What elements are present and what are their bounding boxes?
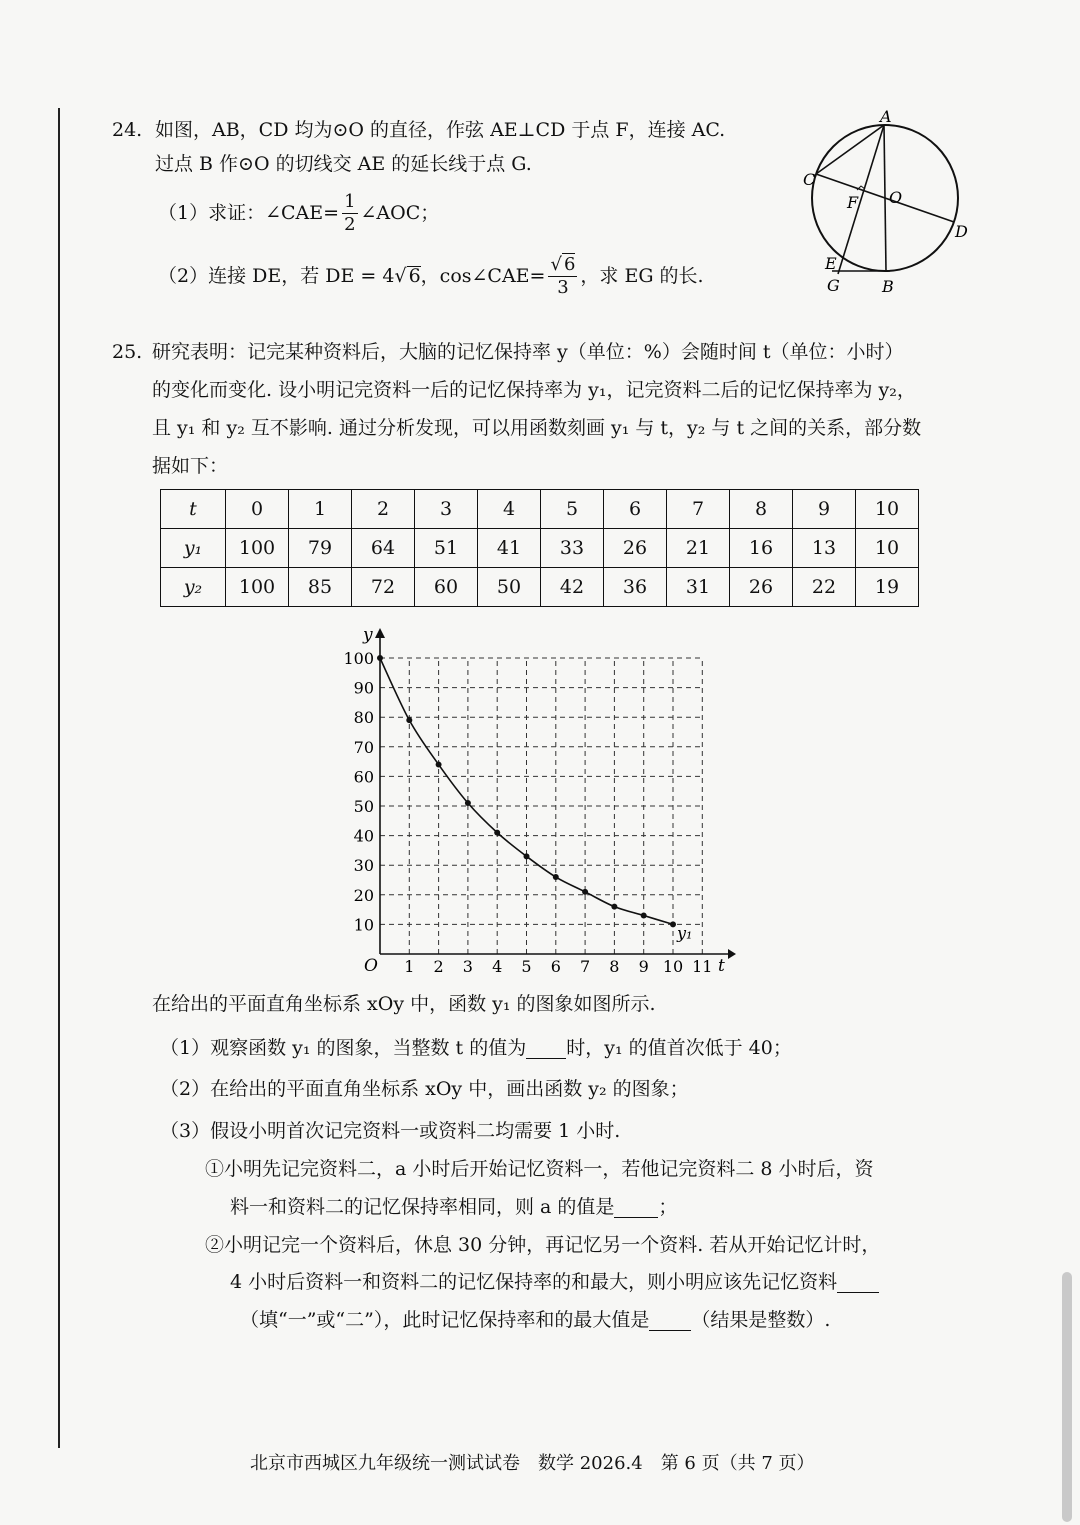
- q25-sub1-line2-text: 料一和资料二的记忆保持率相同，则 a 的值是: [230, 1196, 615, 1218]
- q24-part1-fraction: [342, 190, 357, 235]
- margin-line: [58, 108, 60, 1448]
- table-cell: 72: [352, 568, 415, 607]
- table-cell: 13: [793, 529, 856, 568]
- y-tick-label: 10: [353, 915, 374, 935]
- y-tick-label: 20: [353, 885, 374, 905]
- chord-ae-extended: [838, 125, 884, 274]
- table-cell: 1: [289, 490, 352, 529]
- table-cell: 2: [352, 490, 415, 529]
- q24-part2: [158, 250, 704, 302]
- data-point: [611, 904, 617, 910]
- data-point: [406, 717, 412, 723]
- answer-blank[interactable]: [837, 1273, 879, 1293]
- data-table: [160, 489, 919, 607]
- table-cell: 85: [289, 568, 352, 607]
- table-cell: 6: [604, 490, 667, 529]
- x-tick-label: 4: [492, 957, 503, 976]
- table-cell: 26: [730, 568, 793, 607]
- y-tick-label: 30: [353, 856, 374, 876]
- y-tick-label: 50: [353, 797, 374, 816]
- q24-part2-frac-num-sqrt: 6: [563, 253, 576, 275]
- table-cell: 42: [541, 568, 604, 607]
- q24-number: 24.: [112, 119, 143, 141]
- q24-part2-prefix: （2）连接 DE，若 DE = 4: [158, 264, 395, 287]
- q25-part2: （2）在给出的平面直角坐标系 xOy 中，画出函数 y₂ 的图象；: [160, 1078, 689, 1100]
- table-cell: 7: [667, 490, 730, 529]
- y-tick-label: 90: [353, 678, 374, 698]
- q24-part1-prefix: （1）求证：∠CAE=: [158, 201, 340, 224]
- q25-part1: [160, 1039, 792, 1059]
- q25-caption: 在给出的平面直角坐标系 xOy 中，函数 y₁ 的图象如图所示.: [152, 993, 656, 1015]
- coordinate-plot: [340, 620, 740, 980]
- q25-sub1-line2: [230, 1198, 677, 1218]
- data-point: [641, 913, 647, 919]
- plot-axes: [375, 628, 736, 959]
- table-cell: 5: [541, 490, 604, 529]
- table-cell: 21: [667, 529, 730, 568]
- origin-label: O: [364, 956, 378, 976]
- q24-part1-frac-den: 2: [344, 213, 356, 235]
- table-row-label: y₂: [161, 568, 226, 607]
- table-cell: 60: [415, 568, 478, 607]
- y-tick-label: 40: [353, 826, 374, 846]
- data-point: [494, 830, 500, 836]
- y-tick-label: 100: [343, 649, 374, 668]
- y-tick-label: 70: [353, 737, 374, 757]
- table-row-t: [161, 490, 919, 529]
- label-e: E: [825, 254, 837, 273]
- table-cell: 64: [352, 529, 415, 568]
- data-point: [465, 800, 471, 806]
- y-axis-label: y: [363, 625, 373, 645]
- q25-sub2-line3-a: （填“一”或“二”），此时记忆保持率和的最大值是: [240, 1309, 650, 1331]
- table-cell: 16: [730, 529, 793, 568]
- q24-line2: 过点 B 作⊙O 的切线交 AE 的延长线于点 G.: [155, 153, 532, 175]
- data-point: [377, 655, 383, 661]
- chord-ac: [816, 125, 884, 174]
- table-cell: 51: [415, 529, 478, 568]
- table-cell: 100: [226, 568, 289, 607]
- table-cell: 10: [856, 490, 919, 529]
- x-tick-label: 9: [638, 957, 649, 976]
- table-cell: 19: [856, 568, 919, 607]
- q24-line1: 如图，AB，CD 均为⊙O 的直径，作弦 AE⊥CD 于点 F，连接 AC.: [155, 119, 726, 141]
- table-cell: 22: [793, 568, 856, 607]
- table-cell: 4: [478, 490, 541, 529]
- x-axis-label: t: [718, 956, 725, 976]
- table-cell: 8: [730, 490, 793, 529]
- q25-sub1-line1: ①小明先记完资料二，a 小时后开始记忆资料一，若他记完资料二 8 小时后，资: [205, 1158, 874, 1180]
- q24-part2-frac-den: 3: [557, 276, 569, 298]
- data-point: [582, 889, 588, 895]
- table-cell: 100: [226, 529, 289, 568]
- label-a: A: [880, 110, 892, 126]
- answer-blank[interactable]: [526, 1039, 566, 1059]
- data-point: [436, 762, 442, 768]
- x-tick-label: 10: [662, 957, 684, 976]
- q24-part2-mid: ，cos∠CAE=: [420, 264, 546, 287]
- table-cell: 36: [604, 568, 667, 607]
- label-d: D: [955, 222, 968, 241]
- y-tick-label: 80: [353, 708, 374, 728]
- table-cell: 26: [604, 529, 667, 568]
- q25-line4: 据如下：: [152, 455, 229, 477]
- q24-part2-frac-num: √ 6: [550, 253, 576, 275]
- q25-sub2-line3: [240, 1311, 830, 1331]
- q24-part2-fraction: [548, 253, 577, 298]
- q25-part1-a: （1）观察函数 y₁ 的图象，当整数 t 的值为: [160, 1037, 527, 1059]
- q24-part1-frac-num: 1: [344, 190, 356, 212]
- q25-sub2-line2-text: 4 小时后资料一和资料二的记忆保持率的和最大，则小明应该先记忆资料: [230, 1271, 838, 1293]
- q25-sub2-line3-b: （结果是整数）.: [691, 1309, 831, 1331]
- x-tick-label: 3: [462, 957, 473, 976]
- table-cell: 50: [478, 568, 541, 607]
- table-cell: 9: [793, 490, 856, 529]
- table-cell: 3: [415, 490, 478, 529]
- table-row-y2: [161, 568, 919, 607]
- q25-number: 25.: [112, 341, 143, 363]
- q25-line3: 且 y₁ 和 y₂ 互不影响. 通过分析发现，可以用函数刻画 y₁ 与 t，y₂ 与 t 之间的关系，部分数: [152, 417, 922, 439]
- q25-part1-b: 时，y₁ 的值首次低于 40；: [566, 1037, 792, 1059]
- table-cell: 79: [289, 529, 352, 568]
- x-tick-label: 7: [580, 957, 591, 976]
- x-tick-label: 1: [404, 957, 415, 976]
- table-header-cell: t: [161, 490, 226, 529]
- label-b: B: [882, 277, 894, 296]
- q25-sub2-line1: ②小明记完一个资料后，休息 30 分钟，再记忆另一个资料. 若从开始记忆计时，: [205, 1234, 881, 1256]
- scrollbar[interactable]: [1062, 1272, 1072, 1522]
- sqrt-symbol: √: [394, 264, 407, 287]
- q24-part2-suffix: ，求 EG 的长.: [580, 264, 704, 287]
- table-row-label: y₁: [161, 529, 226, 568]
- x-tick-label: 6: [550, 957, 561, 976]
- x-axis-arrow: [728, 949, 736, 959]
- label-c: C: [803, 170, 816, 189]
- series-label-y1: y₁: [677, 923, 693, 943]
- y-tick-label: 60: [353, 767, 374, 787]
- x-tick-label: 8: [609, 957, 620, 976]
- x-tick-label: 5: [521, 957, 532, 976]
- answer-blank[interactable]: [649, 1311, 691, 1331]
- page-footer: 北京市西城区九年级统一测试试卷 数学 2026.4 第 6 页（共 7 页）: [250, 1453, 815, 1474]
- q25-part3: （3）假设小明首次记完资料一或资料二均需要 1 小时.: [160, 1120, 621, 1142]
- table-cell: 31: [667, 568, 730, 607]
- table-cell: 0: [226, 490, 289, 529]
- q25-line1: 研究表明：记完某种资料后，大脑的记忆保持率 y（单位：%）会随时间 t（单位：小时）: [152, 341, 904, 363]
- label-g: G: [827, 276, 840, 295]
- table-cell: 33: [541, 529, 604, 568]
- data-point: [670, 921, 676, 927]
- x-tick-label: 11: [692, 957, 713, 976]
- table-row-y1: [161, 529, 919, 568]
- answer-blank[interactable]: [614, 1198, 658, 1218]
- plot-grid: [380, 658, 702, 954]
- q24-part1: [158, 188, 439, 238]
- circle-figure: [790, 110, 980, 300]
- label-f: F: [847, 193, 859, 212]
- data-point: [553, 874, 559, 880]
- y-axis-arrow: [375, 628, 385, 638]
- label-o: O: [889, 188, 903, 207]
- q25-sub1-line2-end: ；: [658, 1196, 678, 1218]
- q24-part1-suffix: ∠AOC；: [360, 201, 440, 224]
- x-tick-label: 2: [433, 957, 444, 976]
- q25-sub2-line2: [230, 1273, 879, 1293]
- q25-line2: 的变化而变化. 设小明记完资料一后的记忆保持率为 y₁，记完资料二后的记忆保持率为 y₂，: [152, 379, 916, 401]
- q24-part2-sqrt: 6: [408, 265, 421, 287]
- table-cell: 10: [856, 529, 919, 568]
- data-point: [524, 853, 530, 859]
- table-cell: 41: [478, 529, 541, 568]
